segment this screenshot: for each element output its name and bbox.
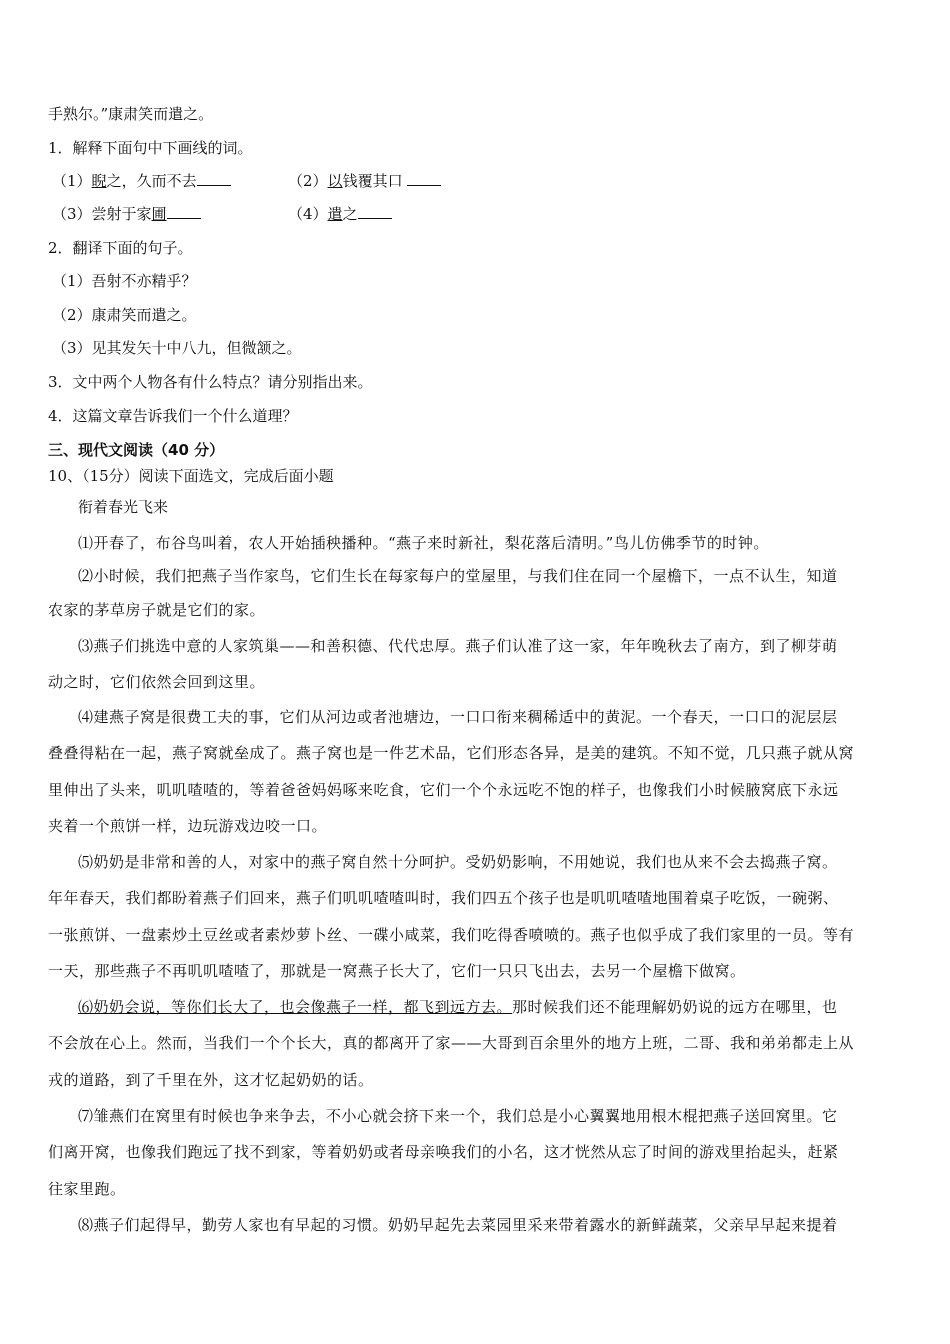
essay-line: 往家里跑。: [48, 1180, 126, 1198]
answer-blank[interactable]: [407, 171, 441, 186]
essay-line: 们离开窝，也像我们跑远了找不到家，等着奶奶或者母亲唤我们的小名，这才恍然从忘了时间的游戏里抬起头，赶紧: [48, 1143, 839, 1161]
essay-line: ⑺雏燕们在窝里有时候也争来争去，不小心就会挤下来一个，我们总是小心翼翼地用根木棍把燕子送回窝里。它: [78, 1107, 838, 1125]
question-4: 4．这篇文章告诉我们一个什么道理？: [48, 407, 298, 425]
essay-line: ⑶燕子们挑选中意的人家筑巢——和善积德、代代忠厚。燕子们认准了这一家，年年晚秋去了南方，到了柳芽萌: [78, 637, 838, 655]
q2-item-3: （3）见其发矢十中八九，但微颔之。: [52, 339, 302, 357]
essay-line: ⑻燕子们起得早，勤劳人家也有早起的习惯。奶奶早起先去菜园里采来带着露水的新鲜蔬菜，父亲早早起来提着: [78, 1216, 838, 1234]
underlined-sentence: ⑹奶奶会说，等你们长大了，也会像燕子一样，都飞到远方去。: [78, 998, 513, 1016]
essay-line: ⑵小时候，我们把燕子当作家鸟，它们生长在每家每户的堂屋里，与我们住在同一个屋檐下，一点不认生，知道: [78, 567, 838, 585]
question-3: 3．文中两个人物各有什么特点？请分别指出来。: [48, 373, 373, 391]
question-2-heading: 2．翻译下面的句子。: [48, 239, 193, 257]
essay-line: 不会放在心上。然而，当我们一个个长大，真的都离开了家——大哥到百余里外的地方上班，二哥、我和弟弟都走上从: [48, 1034, 855, 1052]
answer-blank[interactable]: [197, 171, 231, 186]
essay-line: 戎的道路，到了千里在外，这才忆起奶奶的话。: [48, 1071, 374, 1089]
q2-item-1: （1）吾射不亦精乎？: [52, 272, 197, 290]
essay-line: 农家的茅草房子就是它们的家。: [48, 601, 266, 619]
q1-item-2: （2）以钱覆其口: [288, 171, 441, 191]
q1-item-1: （1）睨之，久而不去: [52, 171, 231, 191]
essay-line: 叠叠得粘在一起，燕子窝就垒成了。燕子窝也是一件艺术品，它们形态各异，是美的建筑。不知不觉，几只燕子就从窝: [48, 744, 855, 762]
answer-blank[interactable]: [358, 204, 392, 219]
question-10: 10、（15分）阅读下面选文，完成后面小题: [48, 467, 334, 485]
essay-line: ⑴开春了，布谷鸟叫着，农人开始插秧播种。“燕子来时新社，梨花落后清明。”鸟儿仿佛季节的时钟。: [78, 534, 769, 552]
essay-line: 年年春天，我们都盼着燕子们回来，燕子们叽叽喳喳叫时，我们四五个孩子也是叽叽喳喳地围着桌子吃饭，一碗粥、: [48, 889, 839, 907]
essay-line: 一张煎饼、一盘素炒土豆丝或者素炒萝卜丝、一碟小咸菜，我们吃得香喷喷的。燕子也似乎成了我们家里的一员。等有: [48, 926, 855, 944]
question-1-heading: 1．解释下面句中下画线的词。: [48, 139, 253, 157]
q1-item-4: （4）遣之: [288, 204, 392, 224]
q1-item-3: （3）尝射于家圃: [52, 204, 201, 224]
essay-line: ⑸奶奶是非常和善的人，对家中的燕子窝自然十分呵护。受奶奶影响，不用她说，我们也从来不会去捣燕子窝。: [78, 853, 838, 871]
essay-line: 一天，那些燕子不再叽叽喳喳了，那就是一窝燕子长大了，它们一只只飞出去，去另一个屋檐下做窝。: [48, 962, 746, 980]
essay-line: 夹着一个煎饼一样，边玩游戏边咬一口。: [48, 817, 328, 835]
essay-line: ⑹奶奶会说，等你们长大了，也会像燕子一样，都飞到远方去。那时候我们还不能理解奶奶说的远方在哪里，也: [78, 998, 838, 1016]
answer-blank[interactable]: [167, 204, 201, 219]
section-heading: 三、现代文阅读（40 分）: [48, 441, 225, 459]
q2-item-2: （2）康肃笑而遣之。: [52, 306, 197, 324]
essay-title: 衔着春光飞来: [78, 498, 169, 516]
essay-line: 动之时，它们依然会回到这里。: [48, 673, 266, 691]
essay-line: ⑷建燕子窝是很费工夫的事，它们从河边或者池塘边，一口口衔来稠稀适中的黄泥。一个春天，一口口的泥层层: [78, 708, 838, 726]
essay-line: 里伸出了头来，叽叽喳喳的，等着爸爸妈妈啄来吃食，它们一个个永远吃不饱的样子，也像我们小时候腋窝底下永远: [48, 781, 839, 799]
continued-line: 手熟尔。”康肃笑而遣之。: [48, 105, 214, 123]
